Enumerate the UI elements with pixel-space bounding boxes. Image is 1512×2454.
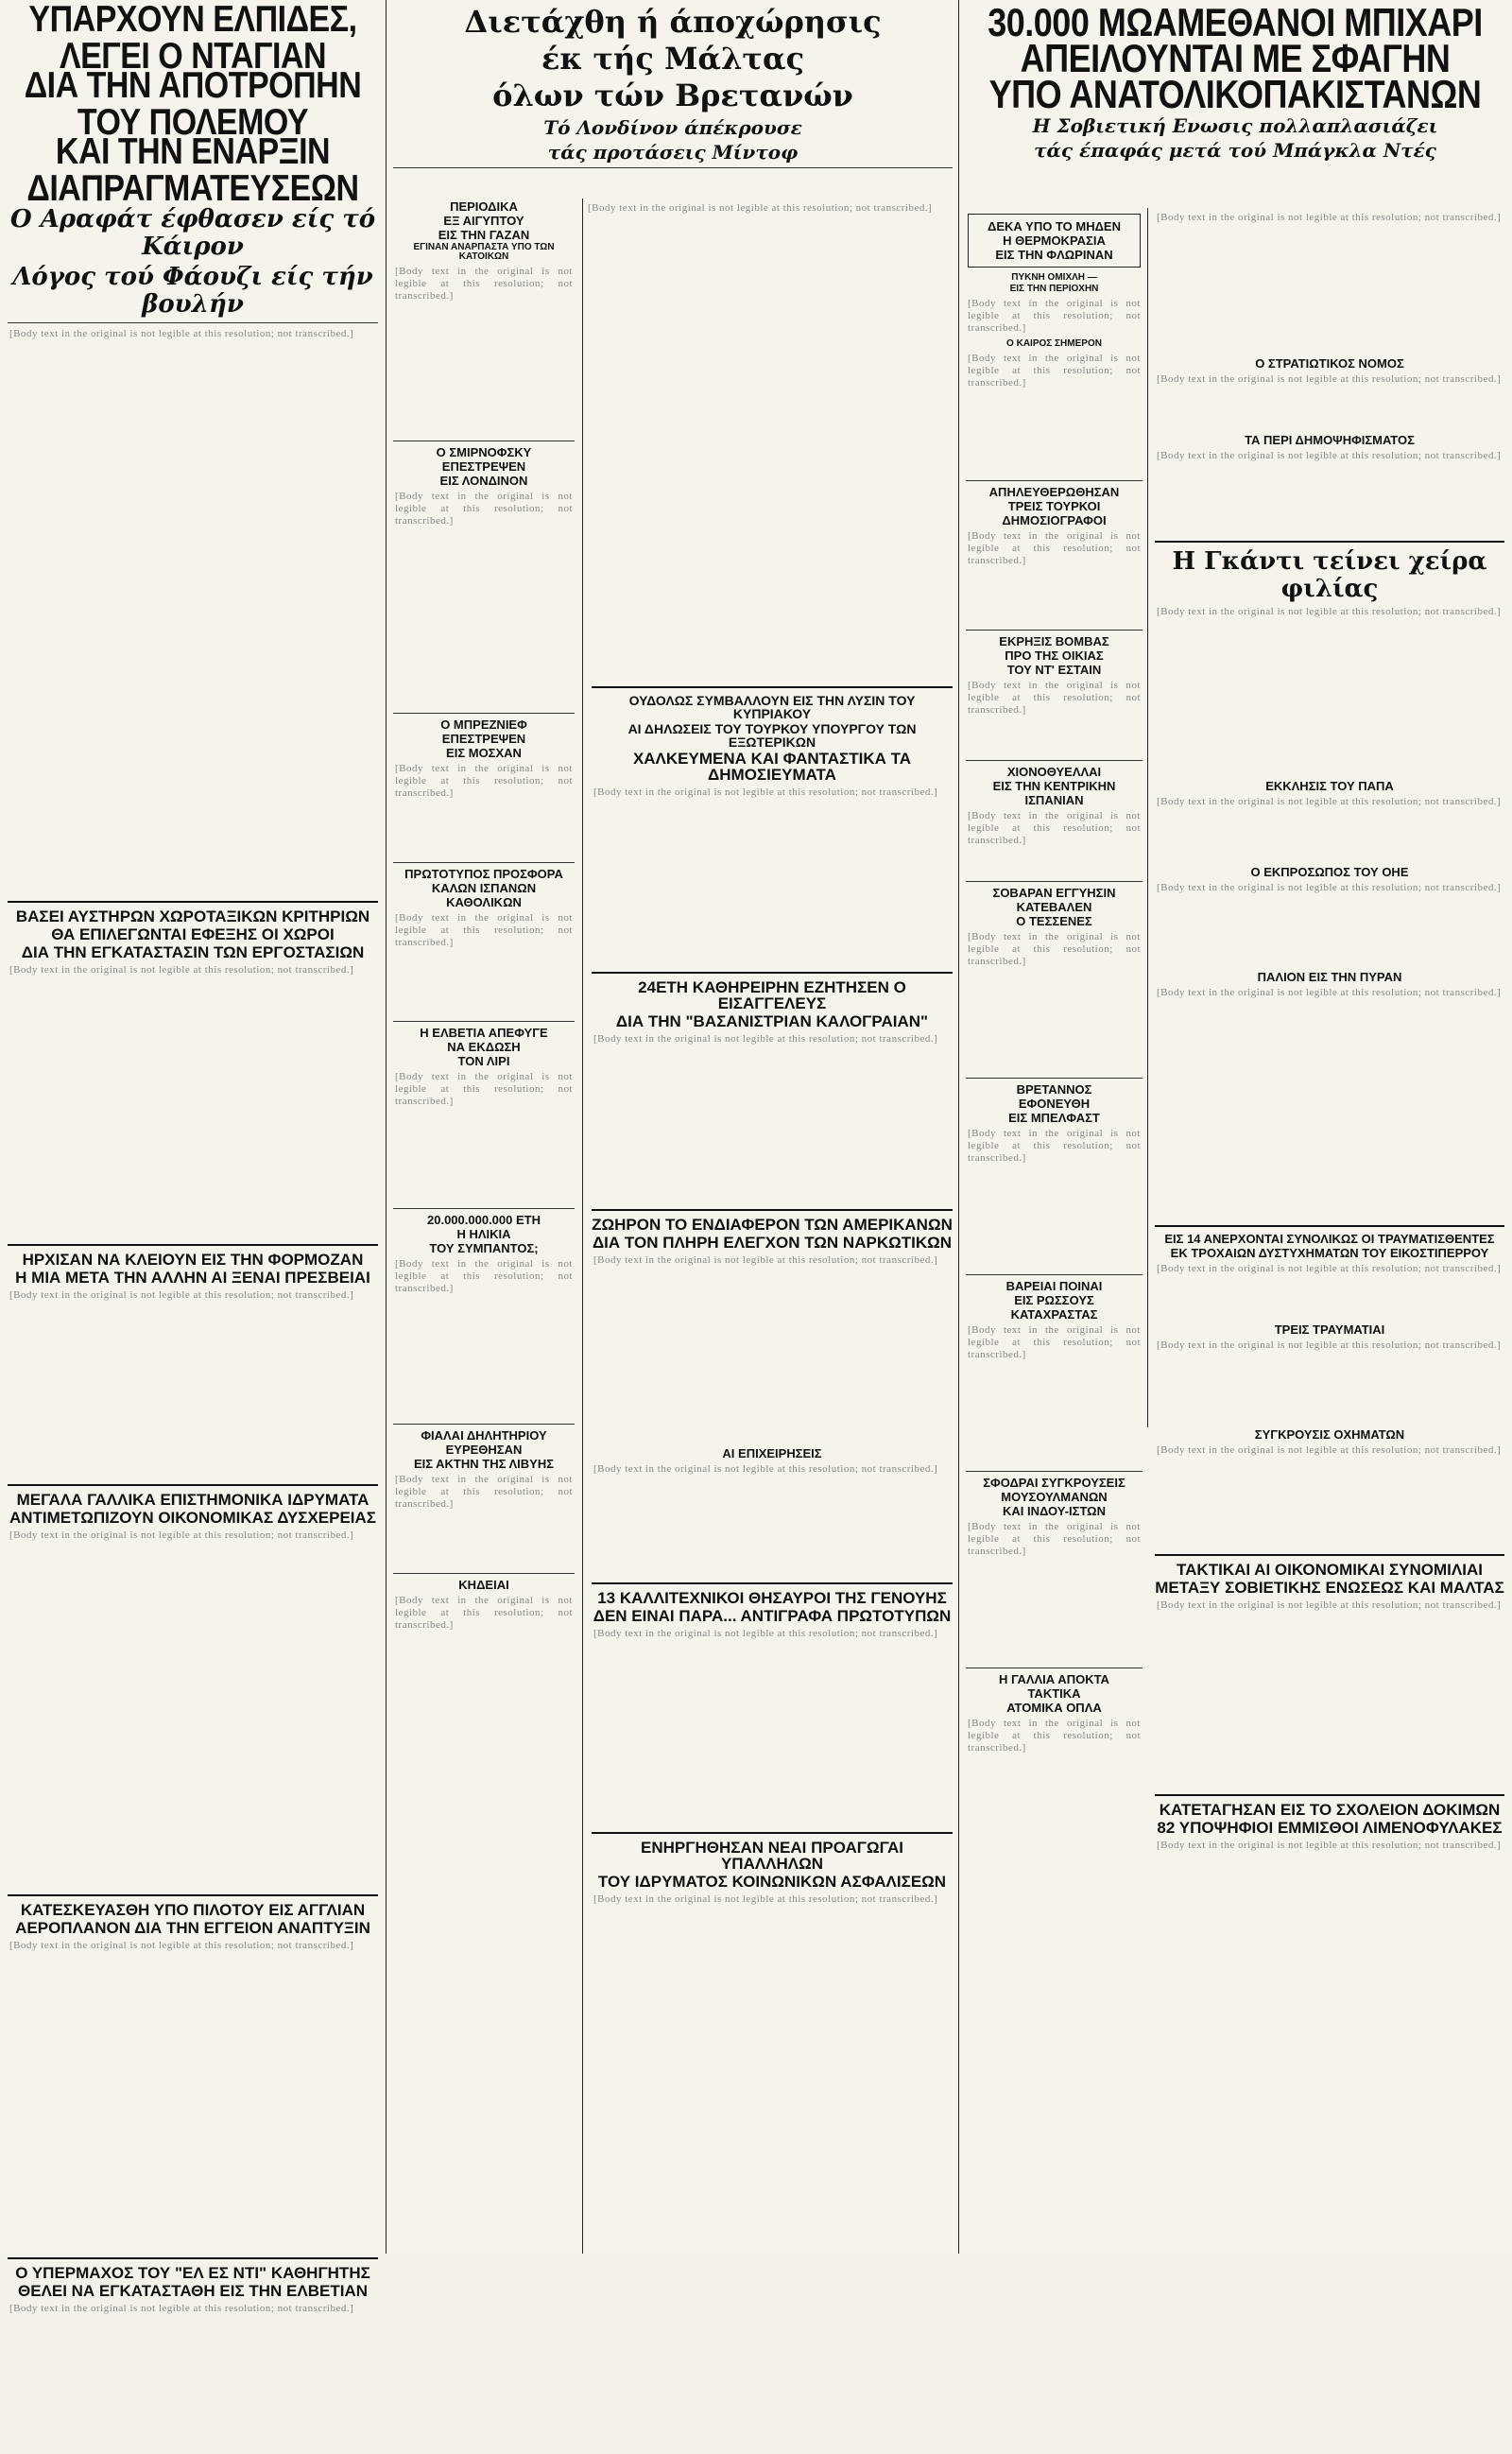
section-headline: Η ΕΛΒΕΤΙΑ ΑΠΕΦΥΓΕ — [420, 1026, 548, 1040]
subheadline: τάς έπαφάς μετά τού Μπάγκλα Ντές — [1034, 139, 1436, 162]
article-headline: 24ΕΤΗ ΚΑΘΗΡΕΙΡΗΝ ΕΖΗΤΗΣΕΝ Ο ΕΙΣΑΓΓΕΛΕΥΣ — [638, 978, 906, 1012]
column-5-lower — [1151, 1219, 1508, 2254]
column-5-header — [962, 0, 1508, 208]
main-headline-line: Διετάχθη ή άποχώρησις — [464, 4, 882, 40]
section-headline: Ο ΤΕΣΣΕΝΕΣ — [1016, 914, 1092, 928]
article-body: [Body text in the original is not legible at this resolution; not transcribed.] — [968, 1718, 1141, 1754]
section-headline: ΕΙΣ ΛΟΝΔΙΝΟΝ — [439, 474, 528, 488]
column-1 — [4, 0, 382, 2315]
article-headline: 13 ΚΑΛΛΙΤΕΧΝΙΚΟΙ ΘΗΣΑΥΡΟΙ ΤΗΣ ΓΕΝΟΥΗΣ — [597, 1589, 947, 1607]
article-headline: ΔΙΑ ΤΗΝ ΕΓΚΑΤΑΣΤΑΣΙΝ ΤΩΝ ΕΡΓΟΣΤΑΣΙΩΝ — [21, 943, 365, 962]
section-headline: Ο ΣΜΙΡΝΟΦΣΚΥ — [436, 445, 532, 459]
article-body: [Body text in the original is not legible at this resolution; not transcribed.] — [968, 680, 1141, 716]
section-headline: ΚΗΔΕΙΑΙ — [458, 1578, 509, 1592]
article-body: [Body text in the original is not legible at this resolution; not transcribed.] — [593, 1254, 938, 1266]
section-headline: ΠΑΛΙΟΝ ΕΙΣ ΤΗΝ ΠΥΡΑΝ — [1257, 970, 1402, 985]
section-headline: ΕΚΚΛΗΣΙΣ ΤΟΥ ΠΑΠΑ — [1265, 779, 1394, 794]
section-headline: ΕΠΕΣΤΡΕΨΕΝ — [441, 459, 526, 474]
main-headline-line: 30.000 ΜΩΑΜΕΘΑΝΟΙ ΜΠΙΧΑΡΙ — [988, 0, 1483, 44]
section-headline: ΑΙ ΕΠΙΧΕΙΡΗΣΕΙΣ — [722, 1446, 822, 1460]
section-headline: ΠΕΡΙΟΔΙΚΑ — [450, 199, 518, 214]
article-body: [Body text in the original is not legible at this resolution; not transcribed.] — [9, 2303, 354, 2315]
main-headline-line: έκ τής Μάλτας — [541, 41, 805, 78]
section-headline: ΝΑ ΕΚΔΩΣΗ — [447, 1040, 521, 1054]
article-body: [Body text in the original is not legible at this resolution; not transcribed.] — [1157, 450, 1502, 461]
main-headline-line: όλων τών Βρετανών — [492, 78, 853, 114]
article-body: [Body text in the original is not legible at this resolution; not transcribed.] — [593, 1893, 938, 1905]
article-headline: ΜΕΓΑΛΑ ΓΑΛΛΙΚΑ ΕΠΙΣΤΗΜΟΝΙΚΑ ΙΔΡΥΜΑΤΑ — [16, 1491, 369, 1510]
article-body: [Body text in the original is not legible at this resolution; not transcribed.] — [593, 1463, 938, 1475]
article-headline: ΔΙΑ ΤΟΝ ΠΛΗΡΗ ΕΛΕΓΧΟΝ ΤΩΝ ΝΑΡΚΩΤΙΚΩΝ — [592, 1234, 953, 1252]
section-headline: ΤΟΥ ΣΥΜΠΑΝΤΟΣ; — [429, 1241, 539, 1255]
section-headline: ΚΑΛΩΝ ΙΣΠΑΝΩΝ — [431, 881, 537, 895]
section-headline: ΣΥΓΚΡΟΥΣΙΣ ΟΧΗΜΑΤΩΝ — [1254, 1427, 1405, 1442]
section-headline: ΤΑΚΤΙΚΑ — [1027, 1686, 1081, 1701]
article-headline: ΤΟΥ ΙΔΡΥΜΑΤΟΣ ΚΟΙΝΩΝΙΚΩΝ ΑΣΦΑΛΙΣΕΩΝ — [597, 1873, 947, 1891]
column-2b — [586, 199, 954, 671]
subheadline: Ο Αραφάτ έφθασεν είς τό Κάιρον — [9, 205, 376, 261]
article-body: [Body text in the original is not legible at this resolution; not transcribed.] — [968, 298, 1141, 334]
section-headline: ΚΑΘΟΛΙΚΩΝ — [446, 895, 522, 909]
section-headline: ΒΑΡΕΙΑΙ ΠΟΙΝΑΙ — [1005, 1279, 1103, 1293]
article-body: [Body text in the original is not legible at this resolution; not transcribed.] — [9, 328, 354, 340]
section-headline: ΕΚΡΗΞΙΣ ΒΟΜΒΑΣ — [999, 634, 1109, 648]
article-body: [Body text in the original is not legible at this resolution; not transcribed.] — [968, 530, 1141, 566]
article-body: [Body text in the original is not legible at this resolution; not transcribed.] — [1157, 1840, 1502, 1851]
section-headline: Η ΗΛΙΚΙΑ — [456, 1227, 511, 1241]
article-headline: ΔΕΝ ΕΙΝΑΙ ΠΑΡΑ... ΑΝΤΙΓΡΑΦΑ ΠΡΩΤΟΤΥΠΩΝ — [593, 1607, 952, 1625]
article-body: [Body text in the original is not legible at this resolution; not transcribed.] — [968, 1324, 1141, 1360]
section-headline: Ο ΜΠΡΕΖΝΙΕΦ — [440, 717, 527, 732]
article-headline: ΕΝΗΡΓΗΘΗΣΑΝ ΝΕΑΙ ΠΡΟΑΓΩΓΑΙ ΥΠΑΛΛΗΛΩΝ — [641, 1839, 903, 1873]
article-headline: ΜΕΤΑΞΥ ΣΟΒΙΕΤΙΚΗΣ ΕΝΩΣΕΩΣ ΚΑΙ ΜΑΛΤΑΣ — [1155, 1579, 1504, 1597]
weather-box — [968, 214, 1141, 268]
subheadline: Λόγος τού Φάουζι είς τήν βουλήν — [12, 263, 373, 319]
main-headline-line: ΥΠΟ ΑΝΑΤΟΛΙΚΟΠΑΚΙΣΤΑΝΩΝ — [988, 71, 1482, 116]
article-headline: ΤΑΚΤΙΚΑΙ ΑΙ ΟΙΚΟΝΟΜΙΚΑΙ ΣΥΝΟΜΙΛΙΑΙ — [1177, 1561, 1483, 1579]
section-headline: ΚΑΤΕΒΑΛΕΝ — [1016, 900, 1092, 914]
section-subhead: ΕΙΣ ΤΗΝ ΠΕΡΙΟΧΗΝ — [1009, 284, 1099, 294]
article-body: [Body text in the original is not legible at this resolution; not transcribed.] — [1157, 1263, 1502, 1274]
article-headline: ΔΙΑ ΤΗΝ "ΒΑΣΑΝΙΣΤΡΙΑΝ ΚΑΛΟΓΡΑΙΑΝ" — [615, 1012, 929, 1030]
section-headline: ΕΙΣ ΤΗΝ ΓΑΖΑΝ — [438, 228, 530, 242]
article-body: [Body text in the original is not legible at this resolution; not transcribed.] — [9, 1289, 354, 1302]
section-headline: ΔΗΜΟΣΙΟΓΡΑΦΟΙ — [1002, 513, 1107, 527]
section-headline: ΒΡΕΤΑΝΝΟΣ — [1016, 1082, 1092, 1097]
section-headline: ΤΡΕΙΣ ΤΡΑΥΜΑΤΙΑΙ — [1274, 1322, 1385, 1337]
article-headline: ΘΕΛΕΙ ΝΑ ΕΓΚΑΤΑΣΤΑΘΗ ΕΙΣ ΤΗΝ ΕΛΒΕΤΙΑΝ — [17, 2282, 369, 2301]
section-headline: Η ΓΑΛΛΙΑ ΑΠΟΚΤΑ — [999, 1672, 1109, 1686]
column-2a — [389, 199, 578, 2254]
section-headline: ΜΟΥΣΟΥΛΜΑΝΩΝ — [1001, 1490, 1108, 1504]
article-body: [Body text in the original is not legible at this resolution; not transcribed.] — [395, 1258, 573, 1294]
article-body: [Body text in the original is not legible at this resolution; not transcribed.] — [593, 786, 938, 798]
article-headline: Ο ΥΠΕΡΜΑΧΟΣ ΤΟΥ "ΕΛ ΕΣ ΝΤΙ" ΚΑΘΗΓΗΤΗΣ — [15, 2264, 370, 2283]
article-body: [Body text in the original is not legible at this resolution; not transcribed.] — [968, 1128, 1141, 1164]
article-body: [Body text in the original is not legible at this resolution; not transcribed.] — [968, 353, 1141, 389]
section-headline: ΚΑΙ ΙΝΔΟΥ-ΙΣΤΩΝ — [1003, 1504, 1106, 1518]
section-headline: ΤΟΥ ΝΤ' ΕΣΤΑΙΝ — [1006, 663, 1102, 677]
section-headline: ΕΙΣ ΜΠΕΛΦΑΣΤ — [1008, 1111, 1100, 1125]
article-body: [Body text in the original is not legible at this resolution; not transcribed.] — [593, 1033, 938, 1045]
section-subhead: ΠΥΚΝΗ ΟΜΙΧΛΗ — — [1011, 272, 1097, 283]
article-headline: 82 ΥΠΟΨΗΦΙΟΙ ΕΜΜΙΣΘΟΙ ΛΙΜΕΝΟΦΥΛΑΚΕΣ — [1157, 1819, 1503, 1837]
article-body: [Body text in the original is not legible at this resolution; not transcribed.] — [968, 931, 1141, 967]
section-headline: ΕΙΣ ΑΚΤΗΝ ΤΗΣ ΛΙΒΥΗΣ — [413, 1457, 555, 1471]
subheadline: Τό Λονδίνον άπέκρουσε — [543, 115, 802, 139]
article-body: [Body text in the original is not legible at this resolution; not transcribed.] — [395, 1071, 573, 1107]
article-headline: ΖΩΗΡΟΝ ΤΟ ΕΝΔΙΑΦΕΡΟΝ ΤΩΝ ΑΜΕΡΙΚΑΝΩΝ — [592, 1216, 953, 1234]
section-subhead: ΕΓΙΝΑΝ ΑΝΑΡΠΑΣΤΑ ΥΠΟ ΤΩΝ ΚΑΤΟΙΚΩΝ — [413, 242, 555, 262]
section-headline: ΣΟΒΑΡΑΝ ΕΓΓΥΗΣΙΝ — [992, 886, 1116, 900]
section-headline: ΠΡΩΤΟΤΥΠΟΣ ΠΡΟΣΦΟΡΑ — [404, 867, 563, 881]
section-headline: ΕΞ ΑΙΓΥΠΤΟΥ — [443, 214, 524, 228]
article-headline: ΗΡΧΙΣΑΝ ΝΑ ΚΛΕΙΟΥΝ ΕΙΣ ΤΗΝ ΦΟΡΜΟΖΑΝ — [22, 1251, 364, 1270]
article-body: [Body text in the original is not legible at this resolution; not transcribed.] — [1157, 212, 1502, 223]
section-headline: ΣΦΟΔΡΑΙ ΣΥΓΚΡΟΥΣΕΙΣ — [983, 1476, 1125, 1490]
article-headline: ΚΑΤΕΣΚΕΥΑΣΘΗ ΥΠΟ ΠΙΛΟΤΟΥ ΕΙΣ ΑΓΓΛΙΑΝ — [20, 1901, 366, 1920]
section-headline: ΤΟΝ ΛΙΡΙ — [457, 1054, 510, 1068]
article-headline: ΘΑ ΕΠΙΛΕΓΩΝΤΑΙ ΕΦΕΞΗΣ ΟΙ ΧΩΡΟΙ — [51, 925, 335, 944]
section-headline: Ο ΣΤΡΑΤΙΩΤΙΚΟΣ ΝΟΜΟΣ — [1255, 356, 1404, 371]
section-headline: Η ΘΕΡΜΟΚΡΑΣΙΑ — [1003, 233, 1106, 248]
section-headline: ΙΣΠΑΝΙΑΝ — [1024, 793, 1084, 807]
section-headline: ΠΡΟ ΤΗΣ ΟΙΚΙΑΣ — [1005, 648, 1104, 663]
column-3 — [588, 681, 956, 2254]
section-headline: ΦΙΑΛΑΙ ΔΗΛΗΤΗΡΙΟΥ — [421, 1428, 547, 1443]
section-headline: 20.000.000.000 ΕΤΗ — [427, 1213, 541, 1227]
article-body: [Body text in the original is not legible at this resolution; not transcribed.] — [1157, 796, 1502, 808]
subheadline: Η Σοβιετική Ενωσις πολλαπλασιάζει — [1032, 114, 1438, 137]
article-headline: ΚΑΤΕΤΑΓΗΣΑΝ ΕΙΣ ΤΟ ΣΧΟΛΕΙΟΝ ΔΟΚΙΜΩΝ — [1159, 1801, 1501, 1819]
main-headline-line: ΚΑΙ ΤΗΝ ΕΝΑΡΞΙΝ ΔΙΑΠΡΑΓΜΑΤΕΥΣΕΩΝ — [26, 130, 359, 210]
article-headline: ΕΙΣ 14 ΑΝΕΡΧΟΝΤΑΙ ΣΥΝΟΛΙΚΩΣ ΟΙ ΤΡΑΥΜΑΤΙΣΘΕΝΤΕΣ — [1164, 1232, 1495, 1246]
article-body: [Body text in the original is not legible at this resolution; not transcribed.] — [395, 912, 573, 948]
article-headline: Η Γκάντι τείνει χείρα φιλίας — [1172, 547, 1487, 603]
article-headline: ΕΚ ΤΡΟΧΑΙΩΝ ΔΥΣΤΥΧΗΜΑΤΩΝ ΤΟΥ ΕΙΚΟΣΤΙΠΕΡΡΟΥ — [1170, 1246, 1489, 1260]
section-headline: ΕΙΣ ΤΗΝ ΦΛΩΡΙΝΑΝ — [995, 248, 1113, 262]
article-headline: ΑΕΡΟΠΛΑΝΟΝ ΔΙΑ ΤΗΝ ΕΓΓΕΙΟΝ ΑΝΑΠΤΥΞΙΝ — [15, 1919, 370, 1938]
section-headline: ΤΡΕΙΣ ΤΟΥΡΚΟΙ — [1007, 499, 1101, 513]
section-headline: ΔΕΚΑ ΥΠΟ ΤΟ ΜΗΔΕΝ — [987, 219, 1121, 233]
article-body: [Body text in the original is not legible at this resolution; not transcribed.] — [1157, 1444, 1502, 1456]
article-body: [Body text in the original is not legible at this resolution; not transcribed.] — [395, 1595, 573, 1631]
article-body: [Body text in the original is not legible at this resolution; not transcribed.] — [9, 964, 354, 976]
section-subhead: Ο ΚΑΙΡΟΣ ΣΗΜΕΡΟΝ — [1006, 338, 1102, 349]
section-headline: Ο ΕΚΠΡΟΣΩΠΟΣ ΤΟΥ ΟΗΕ — [1250, 865, 1409, 880]
article-body: [Body text in the original is not legible at this resolution; not transcribed.] — [1157, 1339, 1502, 1351]
section-headline: ΧΙΟΝΟΘΥΕΛΛΑΙ — [1006, 765, 1102, 779]
main-headline-line: ΥΠΑΡΧΟΥΝ ΕΛΠΙΔΕΣ, ΛΕΓΕΙ Ο ΝΤΑΓΙΑΝ — [28, 0, 357, 78]
section-headline: ΕΙΣ ΤΗΝ ΚΕΝΤΡΙΚΗΝ — [992, 779, 1116, 793]
article-headline: ΟΥΔΟΛΩΣ ΣΥΜΒΑΛΛΟΥΝ ΕΙΣ ΤΗΝ ΛΥΣΙΝ ΤΟΥ ΚΥΠΡΙΑΚΟΥ — [628, 693, 916, 721]
article-body: [Body text in the original is not legible at this resolution; not transcribed.] — [395, 266, 573, 302]
article-body: [Body text in the original is not legible at this resolution; not transcribed.] — [968, 810, 1141, 846]
article-body: [Body text in the original is not legible at this resolution; not transcribed.] — [395, 763, 573, 799]
article-body: [Body text in the original is not legible at this resolution; not transcribed.] — [593, 1628, 938, 1639]
section-headline: ΑΤΟΜΙΚΑ ΟΠΛΑ — [1006, 1701, 1102, 1715]
article-body: [Body text in the original is not legible at this resolution; not transcribed.] — [1157, 1599, 1502, 1611]
section-headline: ΤΑ ΠΕΡΙ ΔΗΜΟΨΗΦΙΣΜΑΤΟΣ — [1245, 433, 1415, 447]
article-body: [Body text in the original is not legible at this resolution; not transcribed.] — [9, 1529, 354, 1542]
section-headline: ΑΠΗΛΕΥΘΕΡΩΘΗΣΑΝ — [988, 485, 1120, 499]
article-body: [Body text in the original is not legible at this resolution; not transcribed.] — [1157, 882, 1502, 894]
section-headline: ΕΦΟΝΕΥΘΗ — [1018, 1097, 1091, 1111]
section-headline: ΕΥΡΕΘΗΣΑΝ — [445, 1443, 523, 1457]
section-headline: ΕΙΣ ΜΟΣΧΑΝ — [446, 746, 522, 760]
article-headline: ΑΙ ΔΗΛΩΣΕΙΣ ΤΟΥ ΤΟΥΡΚΟΥ ΥΠΟΥΡΓΟΥ ΤΩΝ ΕΞΩΤΕΡΙΚΩΝ — [627, 721, 917, 750]
article-body: [Body text in the original is not legible at this resolution; not transcribed.] — [1157, 373, 1502, 385]
subheadline: τάς προτάσεις Μίντοφ — [547, 140, 799, 164]
article-headline: ΑΝΤΙΜΕΤΩΠΙΖΟΥΝ ΟΙΚΟΝΟΜΙΚΑΣ ΔΥΣΧΕΡΕΙΑΣ — [9, 1509, 376, 1528]
article-body: [Body text in the original is not legible at this resolution; not transcribed.] — [1157, 987, 1502, 999]
section-headline: ΕΙΣ ΡΩΣΣΟΥΣ — [1014, 1293, 1094, 1307]
article-body: [Body text in the original is not legible at this resolution; not transcribed.] — [395, 1474, 573, 1510]
article-body: [Body text in the original is not legible at this resolution; not transcribed.] — [588, 202, 933, 214]
main-headline-line: ΔΙΑ ΤΗΝ ΑΠΟΤΡΟΠΗΝ ΤΟΥ ΠΟΛΕΜΟΥ — [24, 64, 362, 144]
article-headline: ΒΑΣΕΙ ΑΥΣΤΗΡΩΝ ΧΩΡΟΤΑΞΙΚΩΝ ΚΡΙΤΗΡΙΩΝ — [15, 907, 370, 926]
section-headline: ΚΑΤΑΧΡΑΣΤΑΣ — [1010, 1307, 1098, 1322]
column-4 — [962, 208, 1146, 2254]
article-body: [Body text in the original is not legible at this resolution; not transcribed.] — [9, 1940, 354, 1952]
article-body: [Body text in the original is not legible at this resolution; not transcribed.] — [1157, 606, 1502, 618]
section-headline: ΕΠΕΣΤΡΕΨΕΝ — [441, 732, 526, 746]
article-subheadline: ΧΑΛΚΕΥΜΕΝΑ ΚΑΙ ΦΑΝΤΑΣΤΙΚΑ ΤΑ ΔΗΜΟΣΙΕΥΜΑΤΑ — [632, 750, 912, 784]
article-body: [Body text in the original is not legible at this resolution; not transcribed.] — [968, 1521, 1141, 1557]
article-headline: Η ΜΙΑ ΜΕΤΑ ΤΗΝ ΑΛΛΗΝ ΑΙ ΞΕΝΑΙ ΠΡΕΣΒΕΙΑΙ — [15, 1269, 370, 1287]
article-body: [Body text in the original is not legible at this resolution; not transcribed.] — [395, 491, 573, 527]
main-headline-line: ΑΠΕΙΛΟΥΝΤΑΙ ΜΕ ΣΦΑΓΗΝ — [1020, 35, 1451, 80]
